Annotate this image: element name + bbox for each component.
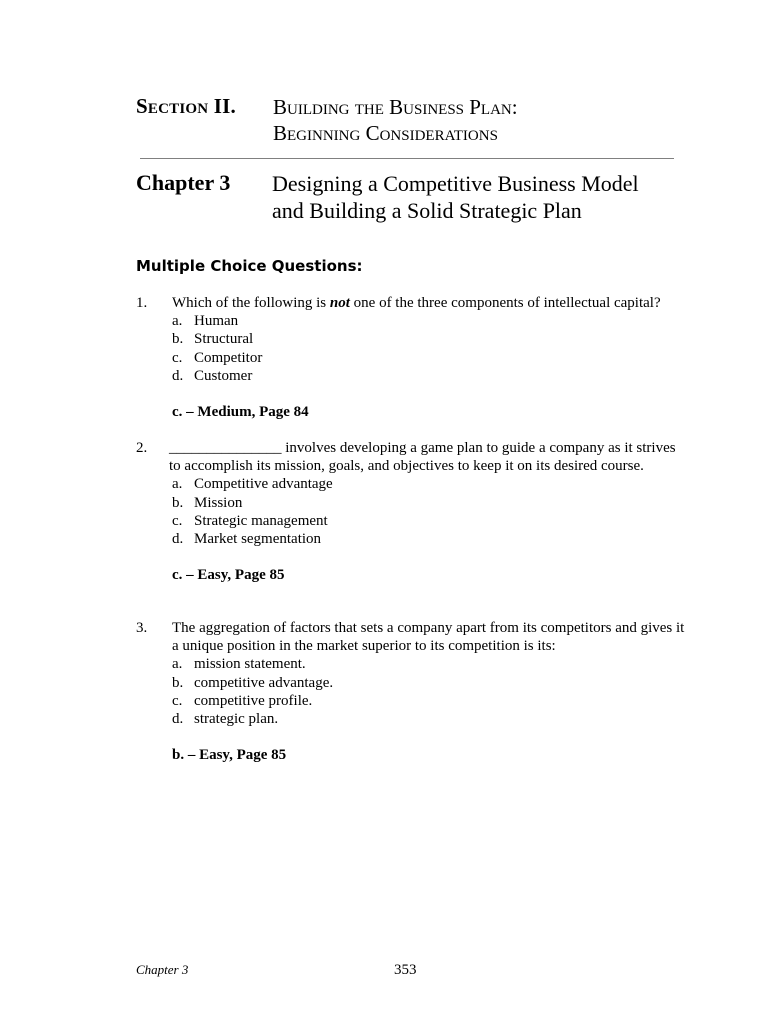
section-title-line-1: Building the Business Plan: — [273, 95, 518, 119]
option-text: Customer — [194, 367, 253, 384]
answer-key: c. – Easy, Page 85 — [172, 567, 285, 584]
option-letter: d. — [172, 711, 184, 728]
option-b — [172, 674, 696, 692]
page-number: 353 — [394, 962, 417, 978]
option-d — [172, 530, 696, 548]
option-a — [172, 655, 696, 673]
option-b — [172, 494, 696, 512]
option-text: Competitive advantage — [194, 476, 333, 493]
option-letter: b. — [172, 494, 184, 511]
option-d — [172, 367, 696, 385]
footer-chapter-label: Chapter 3 — [136, 962, 189, 977]
answer-key: c. – Medium, Page 84 — [172, 404, 309, 421]
option-list — [172, 475, 696, 548]
question-number: 2. — [136, 440, 148, 456]
option-list — [172, 655, 696, 728]
option-text: Competitor — [194, 349, 263, 366]
option-letter: d. — [172, 531, 184, 548]
question-stem: The aggregation of factors that sets a company apart from its competitors and gives it a unique position in the market superior to its competition is its: — [172, 620, 685, 655]
option-c — [172, 512, 696, 530]
question-3 — [136, 619, 696, 764]
option-text: Human — [194, 313, 239, 330]
mcq-heading: Multiple Choice Questions: — [136, 257, 363, 275]
section-title — [273, 94, 518, 146]
question-stem: _______________ involves developing a game plan to guide a company as it strives to accomplish its mission, goals, and objectives to keep it on its desired course. — [169, 440, 676, 475]
option-letter: c. — [172, 349, 183, 366]
option-letter: a. — [172, 476, 183, 493]
question-number: 1. — [136, 295, 148, 311]
question-stem-text: Which of the following is — [172, 295, 330, 311]
option-a — [172, 475, 696, 493]
option-a — [172, 312, 696, 330]
option-b — [172, 330, 696, 348]
option-c — [172, 349, 696, 367]
answer-key: b. – Easy, Page 85 — [172, 747, 287, 764]
option-text: Market segmentation — [194, 531, 322, 548]
option-letter: a. — [172, 313, 183, 330]
option-text: competitive advantage. — [194, 674, 334, 691]
question-2 — [136, 439, 696, 584]
option-letter: b. — [172, 331, 184, 348]
horizontal-divider — [140, 158, 674, 159]
option-text: Structural — [194, 331, 254, 348]
option-c — [172, 692, 696, 710]
option-text: Strategic management — [194, 512, 328, 529]
question-number: 3. — [136, 620, 148, 636]
option-text: Mission — [194, 494, 243, 511]
option-letter: b. — [172, 674, 184, 691]
chapter-title-line-1: Designing a Competitive Business Model — [272, 171, 639, 196]
option-text: mission statement. — [194, 656, 306, 673]
option-letter: c. — [172, 512, 183, 529]
question-stem — [172, 294, 692, 312]
option-list — [172, 312, 696, 385]
question-1 — [136, 294, 696, 421]
option-text: competitive profile. — [194, 692, 313, 709]
chapter-title-line-2: and Building a Solid Strategic Plan — [272, 198, 582, 223]
option-letter: a. — [172, 656, 183, 673]
option-d — [172, 710, 696, 728]
question-stem-emphasis: not — [329, 295, 350, 311]
section-title-line-2: Beginning Considerations — [273, 121, 498, 145]
option-letter: c. — [172, 692, 183, 709]
chapter-label: Chapter 3 — [136, 170, 231, 195]
chapter-title — [272, 170, 639, 224]
question-stem-text: one of the three components of intellectual capital? — [349, 295, 661, 311]
section-label: Section II. — [136, 94, 236, 118]
option-text: strategic plan. — [194, 711, 279, 728]
option-letter: d. — [172, 367, 184, 384]
